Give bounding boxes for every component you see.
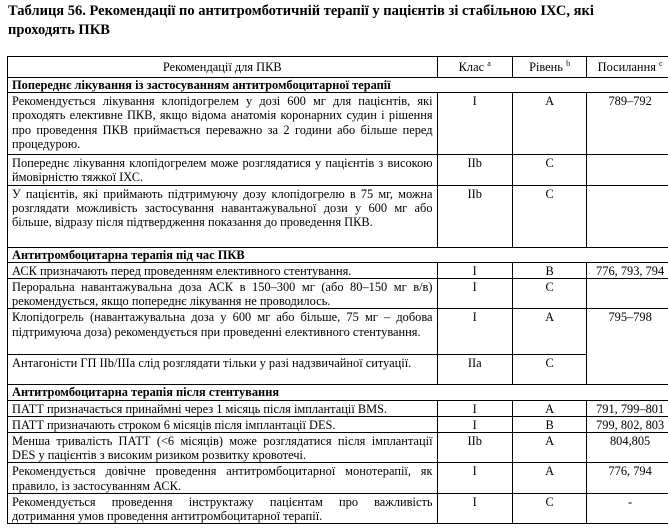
level-cell: A [512, 433, 586, 463]
recommendation-text: Рекомендується проведення інструктажу пацієнтам про важливість дотримання умов проведення антитромбоцитарної терапії. [8, 493, 438, 523]
table-row [8, 400, 668, 416]
recommendation-text: ПАТТ призначають строком 6 місяців після імплантації DES. [8, 416, 438, 432]
recommendation-text: У пацієнтів, які приймають підтримуючу дозу клопідогрелю в 75 мг, можна розглядати можливість застосування навантажувальної дози у 600 мг або більше, відразу після підтвердження показання до проведення ПКВ. [8, 185, 438, 247]
reference-cell: 795–798 [587, 309, 668, 385]
reference-cell: 776, 793, 794 [587, 262, 668, 278]
class-cell: I [437, 279, 512, 309]
section-heading: Антитромбоцитарна терапія після стентування [8, 385, 668, 400]
level-cell: C [512, 355, 586, 385]
reference-cell: 791, 799–801 [587, 400, 668, 416]
table-row [8, 262, 668, 278]
section-heading: Антитромбоцитарна терапія під час ПКВ [8, 247, 668, 262]
class-cell: I [437, 309, 512, 355]
reference-cell [587, 185, 668, 247]
table-row [8, 309, 668, 355]
recommendation-text: ПАТТ призначається принаймні через 1 місяць після імплантації BMS. [8, 400, 438, 416]
header-class-footnote: a [487, 59, 491, 69]
recommendations-table [7, 56, 668, 524]
section-heading-row [8, 247, 668, 262]
header-class: Клас $^a$ [437, 57, 512, 78]
level-cell: A [512, 309, 586, 355]
reference-cell: 776, 794 [587, 463, 668, 493]
level-cell: B [512, 262, 586, 278]
table-row [8, 93, 668, 155]
level-cell: C [512, 185, 586, 247]
reference-cell: - [587, 493, 668, 523]
class-cell: IIb [437, 185, 512, 247]
level-cell: C [512, 493, 586, 523]
class-cell: I [437, 416, 512, 432]
reference-cell: 804,805 [587, 433, 668, 463]
table-row [8, 463, 668, 493]
header-recommendations: Рекомендації для ПКВ [8, 57, 438, 78]
header-references: Посилання $^c$ [587, 57, 668, 78]
class-cell: IIa [437, 355, 512, 385]
table-row [8, 433, 668, 463]
class-cell: IIb [437, 155, 512, 185]
table-title-line-1: Таблиця 56. Рекомендації по антитромботичній терапії у пацієнтів зі стабільною ІХС, які [8, 3, 594, 19]
recommendation-text: Клопідогрель (навантажувальна доза у 600 мг або більше, 75 мг – добова підтримуюча доза) рекомендується при проведенні елективного стентування. [8, 309, 438, 355]
section-heading-row [8, 78, 668, 93]
reference-cell [587, 279, 668, 309]
table-title [8, 2, 668, 40]
recommendation-text: Пероральна навантажувальна доза АСК в 150–300 мг (або 80–150 мг в/в) рекомендується, якщо попереднє лікування не проводилось. [8, 279, 438, 309]
table-row [8, 416, 668, 432]
reference-cell: 789–792 [587, 93, 668, 155]
header-references-footnote: c [659, 59, 663, 69]
table-title-line-2: проходять ПКВ [8, 22, 110, 38]
level-cell: B [512, 416, 586, 432]
header-level-footnote: b [566, 59, 571, 69]
reference-cell [587, 155, 668, 185]
table-header-row [8, 57, 668, 78]
class-cell: I [437, 262, 512, 278]
table-row [8, 279, 668, 309]
class-cell: IIb [437, 433, 512, 463]
recommendation-text: Рекомендується довічне проведення антитромбоцитарної монотерапії, як правило, із застосуванням АСК. [8, 463, 438, 493]
level-cell: C [512, 279, 586, 309]
recommendation-text: Попереднє лікування клопідогрелем може розглядатися у пацієнтів з високою ймовірністю тяжкої ІХС. [8, 155, 438, 185]
recommendation-text: Менша тривалість ПАТТ (<6 місяців) може розглядатися після імплантації DES у пацієнтів з високим ризиком розвитку кровотечі. [8, 433, 438, 463]
header-level: Рівень $^b$ [512, 57, 586, 78]
level-cell: C [512, 155, 586, 185]
reference-cell: 799, 802, 803 [587, 416, 668, 432]
section-heading-row [8, 385, 668, 400]
class-cell: I [437, 463, 512, 493]
class-cell: I [437, 93, 512, 155]
level-cell: A [512, 400, 586, 416]
recommendation-text: АСК призначають перед проведенням елективного стентування. [8, 262, 438, 278]
table-row [8, 155, 668, 185]
section-heading: Попереднє лікування із застосуванням антитромбоцитарної терапії [8, 78, 668, 93]
level-cell: A [512, 93, 586, 155]
recommendation-text: Антагоністи ГП IIb/IIIa слід розглядати тільки у разі надзвичайної ситуації. [8, 355, 438, 385]
table-row [8, 493, 668, 523]
recommendation-text: Рекомендується лікування клопідогрелем у дозі 600 мг для пацієнтів, які проходять елективне ПКВ, якщо відома анатомія коронарних судин і рішення про проведення ПКВ приймається переважно за 2 години або більше перед процедурою. [8, 93, 438, 155]
level-cell: A [512, 463, 586, 493]
table-row [8, 185, 668, 247]
class-cell: I [437, 400, 512, 416]
table-row [8, 355, 668, 385]
class-cell: I [437, 493, 512, 523]
